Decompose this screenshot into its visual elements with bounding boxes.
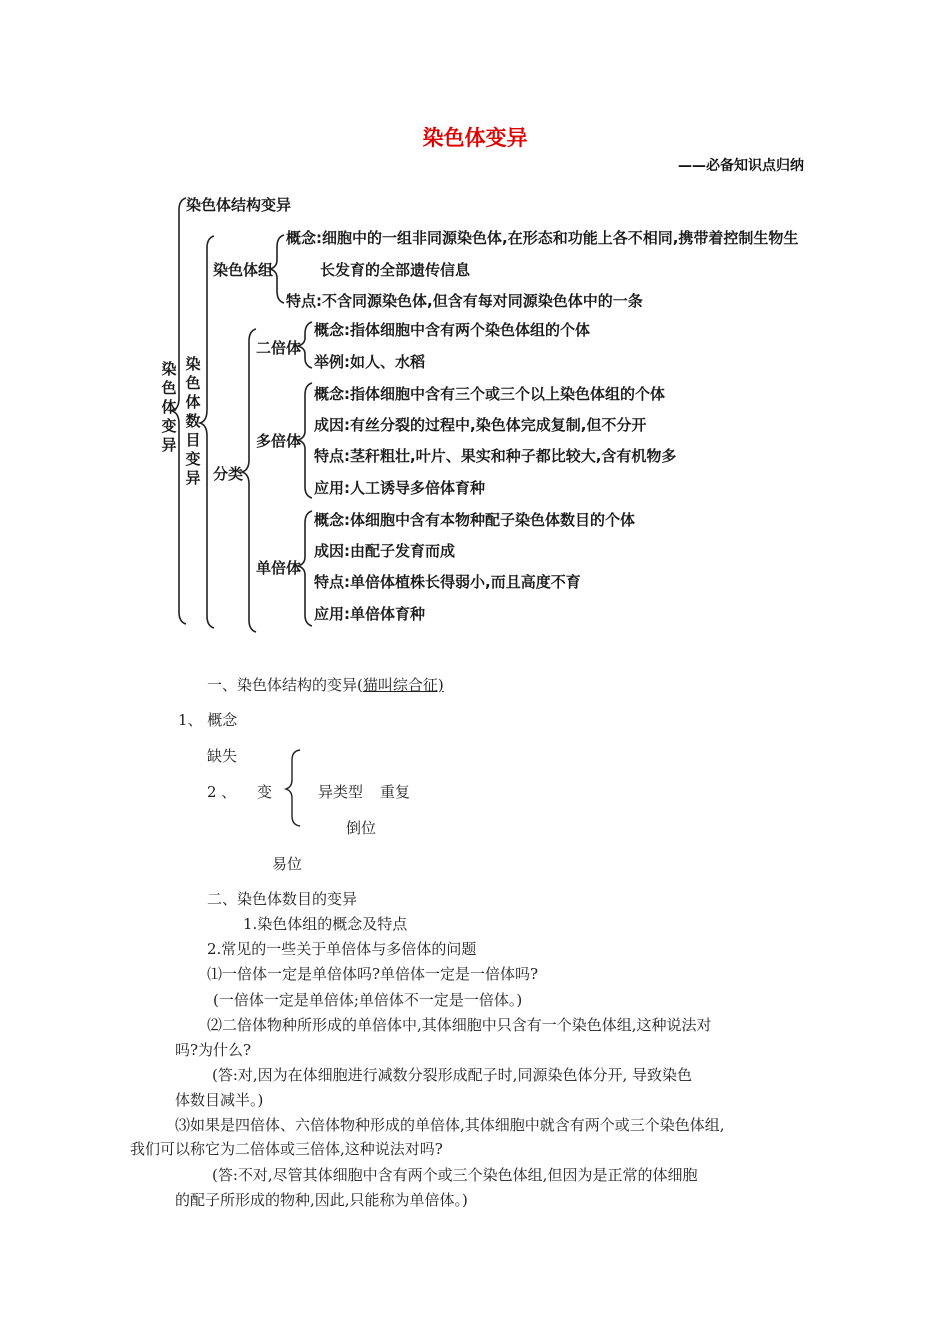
map-polyploid-cause: 成因:有丝分裂的过程中,染色体完成复制,但不分开 [314,416,647,434]
map-classification-label: 分类 [213,465,244,483]
section1-item2-label: 变 [257,783,273,801]
deletion-label: 缺失 [207,747,238,765]
map-chromosome-set-concept-2: 长发育的全部遗传信息 [320,261,471,279]
map-haploid-label: 单倍体 [256,559,302,577]
question-3-line2: 我们可以称它为二倍体或三倍体,这种说法对吗? [130,1140,443,1158]
map-polyploid-label: 多倍体 [256,432,302,450]
map-chromosome-set-feature: 特点:不含同源染色体,但含有每对同源染色体中的一条 [286,292,643,310]
section1-heading [207,674,444,695]
answer-3-line1: (答:不对,尽管其体细胞中含有两个或三个染色体组,但因为是正常的体细胞 [212,1166,698,1184]
section1-item2-number: 2 、 [207,783,237,801]
map-structure-variation: 染色体结构变异 [186,196,292,214]
answer-2-line1: (答:对,因为在体细胞进行减数分裂形成配子时,同源染色体分开, 导致染色 [212,1066,692,1084]
question-3-line1: ⑶如果是四倍体、六倍体物种形成的单倍体,其体细胞中就含有两个或三个染色体组, [175,1116,725,1134]
map-haploid-concept: 概念:体细胞中含有本物种配子染色体数目的个体 [314,511,636,529]
translocation-label: 易位 [272,855,303,873]
section2-heading: 二、染色体数目的变异 [207,890,358,908]
map-diploid-example: 举例:如人、水稻 [314,353,425,371]
map-haploid-application: 应用:单倍体育种 [314,605,425,623]
map-polyploid-application: 应用:人工诱导多倍体育种 [314,479,485,497]
section1-item1: 1、 概念 [178,711,238,729]
question-2-line1: ⑵二倍体物种所形成的单倍体中,其体细胞中只含有一个染色体组,这种说法对 [207,1016,712,1034]
section1-heading-underlined: 猫叫综合征) [362,676,444,694]
section2-p2: 2.常见的一些关于单倍体与多倍体的问题 [207,940,477,958]
map-haploid-feature: 特点:单倍体植株长得弱小,而且高度不育 [314,573,581,591]
variation-type-label: 异类型 [318,783,364,801]
inversion-label: 倒位 [346,819,377,837]
answer-2-line2: 体数目减半。) [175,1091,264,1109]
map-chromosome-set-concept-1: 概念:细胞中的一组非同源染色体,在形态和功能上各不相同,携带着控制生物生 [286,229,799,247]
duplication-label: 重复 [380,783,411,801]
map-root-label: 染色体变异 [161,360,177,454]
map-polyploid-concept: 概念:指体细胞中含有三个或三个以上染色体组的个体 [314,385,666,403]
question-1: ⑴一倍体一定是单倍体吗?单倍体一定是一倍体吗? [207,965,539,983]
variation-type-brace [284,748,314,828]
classification-bracket [242,329,256,632]
answer-3-line2: 的配子所形成的物种,因此,只能称为单倍体。) [175,1191,468,1209]
map-polyploid-feature: 特点:茎秆粗壮,叶片、果实和种子都比较大,含有机物多 [314,447,677,465]
map-diploid-concept: 概念:指体细胞中含有两个染色体组的个体 [314,321,591,339]
section1-heading-text: 一、染色体结构的变异( [207,676,363,694]
map-number-variation: 染色体数目变异 [185,355,201,487]
map-diploid-label: 二倍体 [256,339,302,357]
number-bracket [200,236,214,628]
answer-1: (一倍体一定是单倍体;单倍体不一定是一倍体。) [213,991,523,1009]
question-2-line2: 吗?为什么? [175,1041,252,1059]
page-subtitle: ——必备知识点归纳 [678,158,804,174]
page-title: 染色体变异 [422,126,528,150]
map-chromosome-set-label: 染色体组 [213,261,274,279]
section2-p1: 1.染色体组的概念及特点 [243,915,408,933]
map-haploid-cause: 成因:由配子发育而成 [314,542,455,560]
